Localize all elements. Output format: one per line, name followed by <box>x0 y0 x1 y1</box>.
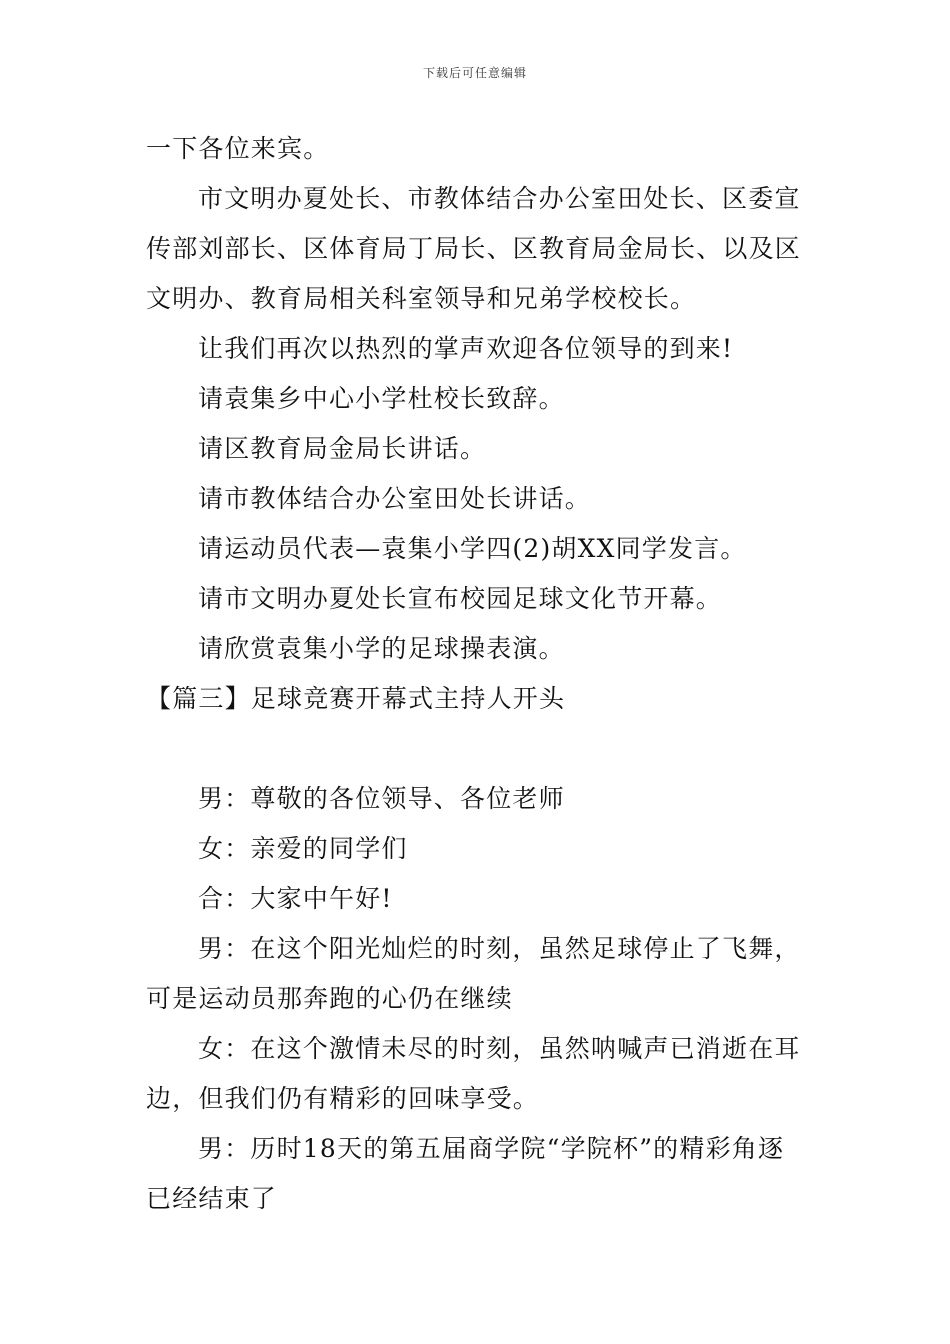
text-line: 可是运动员那奔跑的心仍在继续 <box>146 984 513 1013</box>
dialogue-line: 女：亲爱的同学们 <box>198 834 408 863</box>
dialogue-line: 男：历时18天的第五届商学院“学院杯”的精彩角逐 <box>198 1134 785 1163</box>
section-heading: 【篇三】足球竞赛开幕式主持人开头 <box>146 684 566 713</box>
paragraph-line: 让我们再次以热烈的掌声欢迎各位领导的到来! <box>198 334 734 363</box>
page-header-note: 下载后可任意编辑 <box>422 66 527 80</box>
paragraph-line: 市文明办夏处长、市教体结合办公室田处长、区委宣 <box>198 184 801 213</box>
text-line: 传部刘部长、区体育局丁局长、区教育局金局长、以及区 <box>146 234 802 263</box>
paragraph-line: 请市文明办夏处长宣布校园足球文化节开幕。 <box>198 584 723 613</box>
paragraph-line: 请运动员代表—袁集小学四(2)胡XX同学发言。 <box>198 534 747 563</box>
paragraph-line: 请市教体结合办公室田处长讲话。 <box>198 484 592 513</box>
dialogue-line: 男：在这个阳光灿烂的时刻，虽然足球停止了飞舞， <box>198 934 801 963</box>
dialogue-line: 合：大家中午好! <box>198 884 393 913</box>
text-line: 一下各位来宾。 <box>146 134 330 163</box>
text-line: 文明办、教育局相关科室领导和兄弟学校校长。 <box>146 284 697 313</box>
paragraph-line: 请欣赏袁集小学的足球操表演。 <box>198 634 565 663</box>
paragraph-line: 请袁集乡中心小学杜校长致辞。 <box>198 384 565 413</box>
blank-line <box>146 724 811 774</box>
paragraph-line: 请区教育局金局长讲话。 <box>198 434 487 463</box>
dialogue-line: 女：在这个激情未尽的时刻，虽然呐喊声已消逝在耳 <box>198 1034 801 1063</box>
text-line: 边，但我们仍有精彩的回味享受。 <box>146 1084 540 1113</box>
text-line: 已经结束了 <box>146 1184 278 1213</box>
dialogue-line: 男：尊敬的各位领导、各位老师 <box>198 784 565 813</box>
document-body <box>146 124 811 1224</box>
